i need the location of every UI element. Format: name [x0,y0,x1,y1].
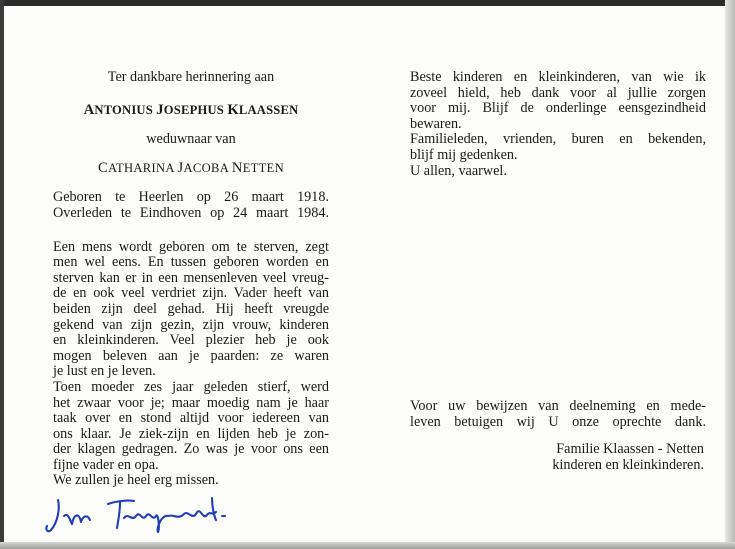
text-line: zoveel hield, heb dank voor al jullie zorgen [410,84,706,101]
text-line: der klagen gedragen. Zo was je voor ons een [53,441,329,458]
birth-line: Geboren te Heerlen op 26 maart 1918. [53,189,329,206]
text-line: voor mij. Blijf de onderlinge eensgezindheid [410,100,706,117]
deceased-name: ANTONIUS JOSEPHUS KLAASSEN [83,101,299,118]
signature-stroke-main [124,511,216,532]
scan-edge-left [0,0,4,549]
text-line: fijne vader en opa. [53,456,159,473]
family-name: Familie Klaassen - Netten [556,441,704,457]
farewell-text [410,70,706,179]
scan-edge-bottom [0,542,735,549]
dates-block [53,190,329,221]
family-signoff [410,442,704,473]
signature-stroke-j [46,500,58,531]
text-line: blijf mij gedenken. [410,146,518,163]
signature-stroke-d [212,498,216,520]
left-column [53,70,329,489]
text-line: taak over en stond altijd voor iedereen van [53,410,329,427]
relation-text: weduwnaar van [146,131,236,148]
text-line: sterven kan er in een mensenleven veel vreug- [53,269,329,286]
paragraph-1 [53,240,329,380]
death-line: Overleden te Eindhoven op 24 maart 1984. [53,204,329,221]
memorial-text [53,240,329,490]
text-line: ons klaar. Je ziek-zijn en lijden heb je zon- [53,425,329,442]
spouse-name: CATHARINA JACOBA NETTEN [97,159,285,176]
text-line: en kleinkinderen. Veel plezier heb je ook [53,332,329,349]
intro-text: Ter dankbare herinnering aan [107,69,275,85]
text-line: Een mens wordt geboren om te sterven, zegt [53,238,329,255]
right-column [410,70,706,179]
handwritten-signature [44,492,244,536]
text-line: Beste kinderen en kleinkinderen, van wie ik [410,69,706,85]
text-line: je lust en je leven. [53,363,156,380]
text-line: beiden zijn deel gehad. Hij heeft vreugde [53,300,329,317]
text-line: gekend van zijn gezin, zijn vrouw, kinderen [53,316,329,333]
text-line: Voor uw bewijzen van deelneming en mede- [410,398,706,414]
scan-edge-right [725,0,735,549]
signature-stroke-os [64,515,90,524]
thanks-text [410,399,706,430]
text-line: U allen, vaarwel. [410,162,507,179]
text-line: de en ook veel verdriet zijn. Vader heeft van [53,285,329,302]
text-line: leven betuigen wij U onze oprechte dank. [410,413,706,430]
text-line: bewaren. [410,115,462,132]
text-line: het zwaar voor je; maar moedig nam je haar [53,394,329,411]
family-descendants: kinderen en kleinkinderen. [552,456,704,473]
signature-stroke-t [117,502,120,528]
text-line: mogen beleven aan je paarden: ze waren [53,347,329,364]
text-line: Toen moeder zes jaar geleden stierf, werd [53,378,329,395]
text-line: We zullen je heel erg missen. [53,472,219,489]
text-line: Familieleden, vrienden, buren en bekenden, [410,131,706,148]
paragraph-2 [53,380,329,489]
scan-edge-top [0,0,735,6]
text-line: men wel eens. En tussen geboren worden en [53,254,329,271]
